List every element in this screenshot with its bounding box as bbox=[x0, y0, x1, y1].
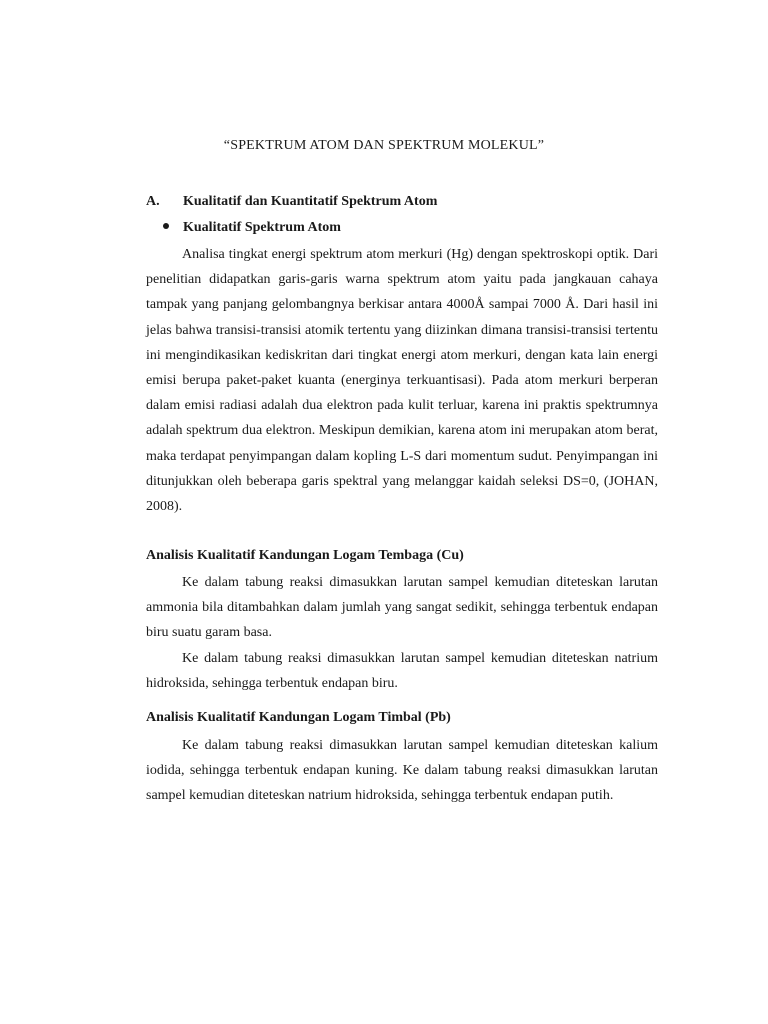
section-a-letter: A. bbox=[146, 194, 160, 209]
sub-heading-lead: Analisis Kualitatif Kandungan Logam Timbal (Pb) bbox=[146, 710, 451, 725]
sub-heading-copper: Analisis Kualitatif Kandungan Logam Tembaga (Cu) bbox=[146, 548, 464, 563]
section-a-heading bbox=[146, 193, 437, 211]
paragraph-lead: Ke dalam tabung reaksi dimasukkan larutan sampel kemudian diteteskan kalium iodida, sehingga terbentuk endapan kuning. Ke dalam tabung reaksi dimasukkan larutan sampel kemudian diteteskan natrium hidroksida, sehingga terbentuk endapan putih. bbox=[146, 738, 658, 804]
document-title: “SPEKTRUM ATOM DAN SPEKTRUM MOLEKUL” bbox=[223, 138, 545, 153]
paragraph-copper-ammonia: Ke dalam tabung reaksi dimasukkan larutan sampel kemudian diteteskan larutan ammonia bila ditambahkan dalam jumlah yang sangat sedikit, sehingga terbentuk endapan biru suatu garam basa. bbox=[146, 575, 658, 641]
section-a-title: Kualitatif dan Kuantitatif Spektrum Atom bbox=[183, 194, 438, 209]
paragraph-copper-hydroxide: Ke dalam tabung reaksi dimasukkan larutan sampel kemudian diteteskan natrium hidroksida, sehingga terbentuk endapan biru. bbox=[146, 651, 658, 692]
bullet-heading bbox=[163, 219, 341, 237]
bullet-heading-text: Kualitatif Spektrum Atom bbox=[183, 220, 341, 235]
bullet-icon bbox=[163, 223, 169, 229]
paragraph-atomic-spectrum: Analisa tingkat energi spektrum atom merkuri (Hg) dengan spektroskopi optik. Dari penelitian didapatkan garis-garis warna spektrum atom yaitu pada jangkauan cahaya tampak yang panjang gelombangnya berkisar antara 4000Å sampai 7000 Å. Dari hasil ini jelas bahwa transisi-transisi atomik tertentu yang diizinkan dimana transisi-transisi tertentu ini mengindikasikan kediskritan dari tingkat energi atom merkuri, dengan kata lain energi emisi berupa paket-paket kuanta (energinya terkuantisasi). Pada atom merkuri berperan dalam emisi radiasi adalah dua elektron pada kulit terluar, karena ini praktis spektrumnya adalah spektrum dua elektron. Meskipun demikian, karena atom ini merupakan atom berat, maka terdapat penyimpangan dalam kopling L-S dari momentum sudut. Penyimpangan ini ditunjukkan oleh beberapa garis spektral yang melanggar kaidah seleksi DS=0, (JOHAN, 2008). bbox=[146, 247, 658, 515]
